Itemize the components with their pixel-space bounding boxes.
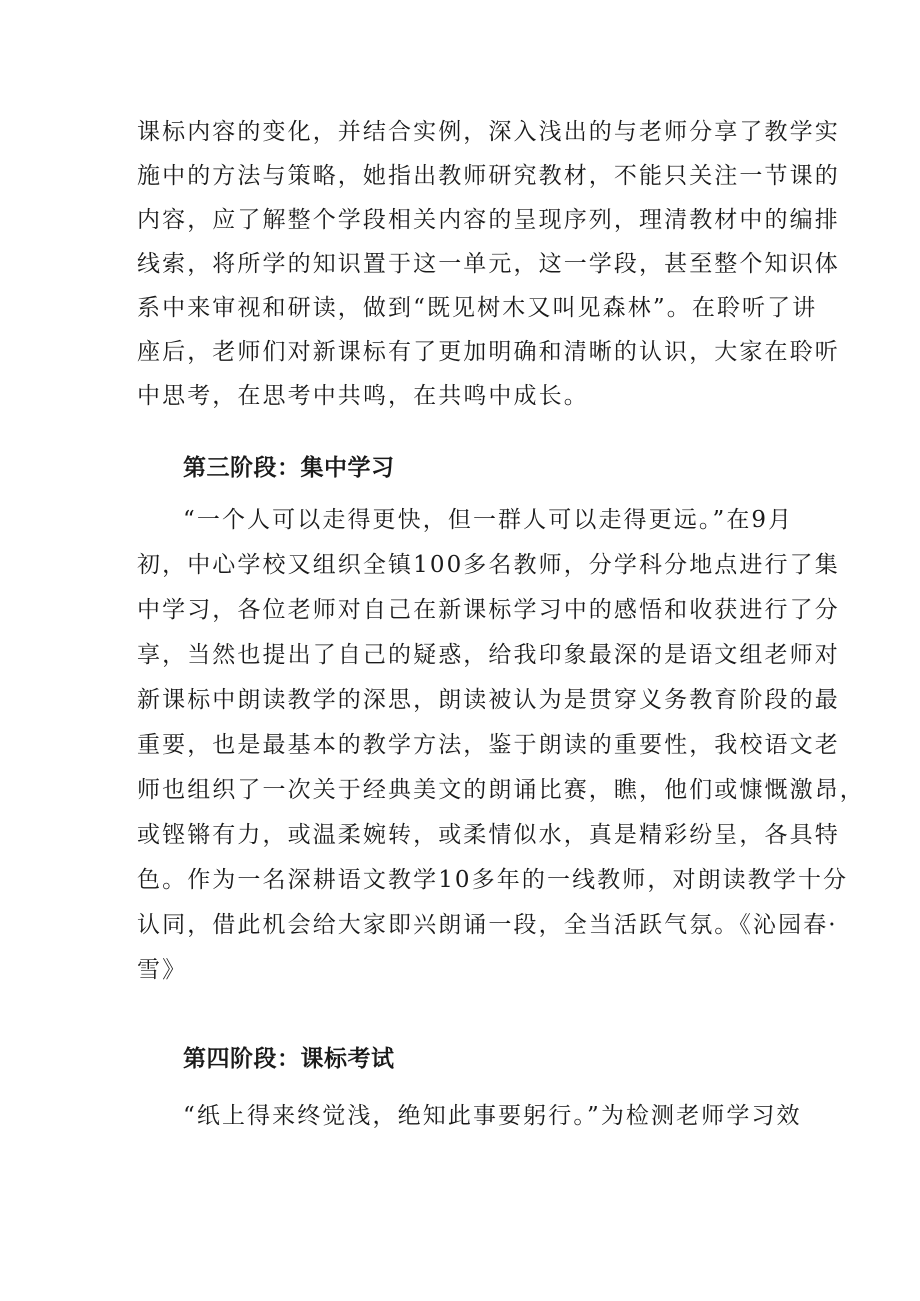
paragraph-line: 中学习，各位老师对自己在新课标学习中的感悟和收获进行了分 — [137, 597, 840, 623]
paragraph-line: 新课标中朗读教学的深思，朗读被认为是贯穿义务教育阶段的最 — [137, 687, 840, 713]
paragraph-line: 线索，将所学的知识置于这一单元，这一学段，甚至整个知识体 — [137, 251, 840, 277]
paragraph-line: 色。作为一名深耕语文教学10多年的一线教师，对朗读教学十分 — [137, 867, 849, 893]
paragraph-line: “纸上得来终觉浅，绝知此事要躬行。”为检测老师学习效 — [183, 1103, 802, 1129]
paragraph-line: 认同，借此机会给大家即兴朗诵一段，全当活跃气氛。《沁园春· — [137, 912, 838, 938]
paragraph-line: 课标内容的变化，并结合实例，深入浅出的与老师分享了教学实 — [137, 119, 840, 145]
section-heading-stage-4: 第四阶段：课标考试 — [183, 1046, 395, 1072]
paragraph-line: 或铿锵有力，或温柔婉转，或柔情似水，真是精彩纷呈，各具特 — [137, 822, 840, 848]
paragraph-line: 内容，应了解整个学段相关内容的呈现序列，理清教材中的编排 — [137, 207, 840, 233]
paragraph-line: 重要，也是最基本的教学方法，鉴于朗读的重要性，我校语文老 — [137, 732, 840, 758]
paragraph-line: 师也组织了一次关于经典美文的朗诵比赛，瞧，他们或慷慨激昂， — [137, 777, 865, 803]
paragraph-line: 施中的方法与策略，她指出教师研究教材，不能只关注一节课的 — [137, 163, 840, 189]
section-heading-stage-3: 第三阶段：集中学习 — [183, 455, 395, 481]
paragraph-line: 享，当然也提出了自己的疑惑，给我印象最深的是语文组老师对 — [137, 642, 840, 668]
paragraph-line: “一个人可以走得更快，但一群人可以走得更远。”在9月 — [183, 507, 794, 533]
paragraph-line: 初，中心学校又组织全镇100多名教师，分学科分地点进行了集 — [137, 552, 840, 578]
paragraph-line: 雪》 — [137, 957, 188, 983]
paragraph-line: 座后，老师们对新课标有了更加明确和清晰的认识，大家在聆听 — [137, 339, 840, 365]
paragraph-line: 系中来审视和研读，做到“既见树木又叫见森林”。在聆听了讲 — [137, 295, 818, 321]
paragraph-line: 中思考，在思考中共鸣，在共鸣中成长。 — [137, 383, 589, 409]
